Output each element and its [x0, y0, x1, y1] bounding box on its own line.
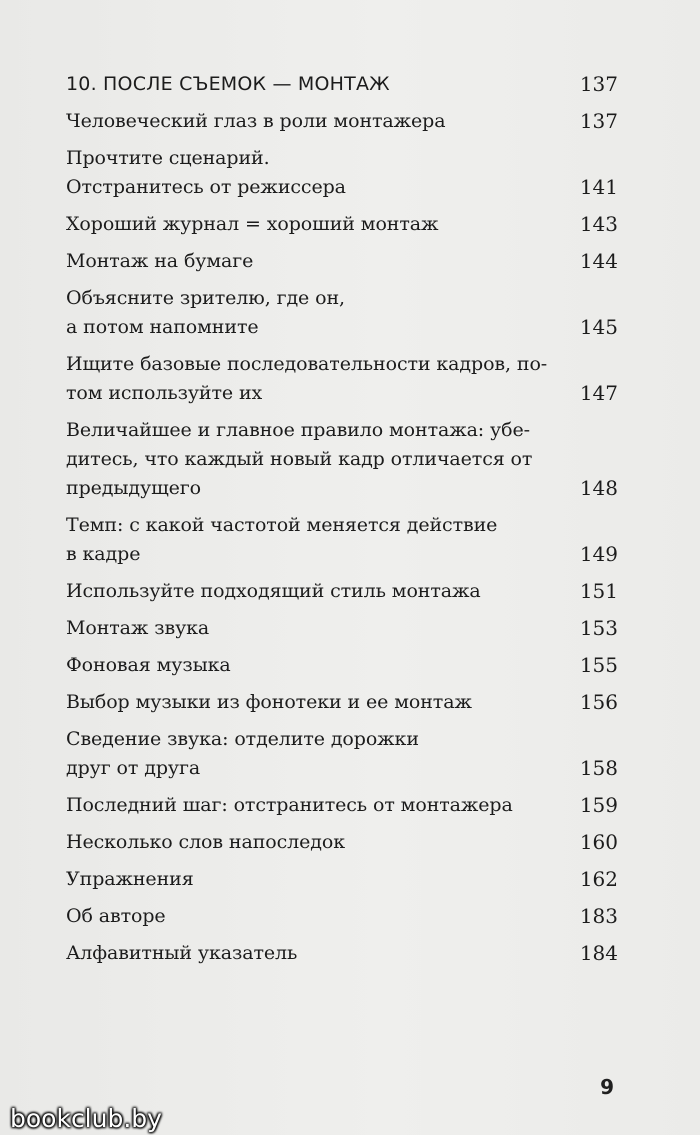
toc-entry-title: 10. ПОСЛЕ СЪЕМОК — МОНТАЖ [66, 73, 390, 95]
toc-entry-page: 144 [579, 249, 618, 273]
toc-entry [66, 416, 618, 503]
toc-entry-title: Темп: с какой частотой меняется действие в кадре [66, 514, 498, 565]
toc-entry-page: 183 [579, 904, 618, 928]
toc-entry-page: 156 [579, 690, 618, 714]
toc-entry [66, 614, 618, 643]
toc-entry [66, 688, 618, 717]
toc-entry-title: Монтаж звука [66, 617, 210, 639]
toc-entry-page: 155 [579, 653, 618, 677]
toc-entry-title: Последний шаг: отстранитесь от монтажера [66, 794, 513, 816]
toc-entry-page: 143 [579, 212, 618, 236]
toc-entry-title: Об авторе [66, 905, 166, 927]
toc-entry-page: 159 [579, 793, 618, 817]
toc-entry-title: Сведение звука: отделите дорожки друг от друга [66, 728, 419, 779]
toc-entry-page: 147 [579, 381, 618, 405]
toc-entry-title: Несколько слов напоследок [66, 831, 345, 853]
toc-entry [66, 939, 618, 968]
toc-entry [66, 144, 618, 202]
watermark: bookclub.by [10, 1104, 162, 1133]
toc-entry-title: Ищите базовые последовательности кадров, по- том используйте их [66, 353, 548, 404]
toc-entry-title: Объясните зрителю, где он, а потом напомните [66, 287, 345, 338]
toc-entry [66, 791, 618, 820]
toc-entry [66, 725, 618, 783]
toc-entry [66, 865, 618, 894]
toc-entry-title: Фоновая музыка [66, 654, 231, 676]
toc-entry-title: Упражнения [66, 868, 194, 890]
toc-entry-page: 145 [579, 315, 618, 339]
toc-entry-page: 137 [579, 109, 618, 133]
toc-entry-chapter [66, 70, 618, 99]
toc-entry-page: 158 [579, 756, 618, 780]
toc-entry-page: 153 [579, 616, 618, 640]
toc-entry-title: Хороший журнал = хороший монтаж [66, 213, 439, 235]
toc-entry-title: Выбор музыки из фонотеки и ее монтаж [66, 691, 472, 713]
toc-entry [66, 107, 618, 136]
toc-entry-page: 184 [579, 941, 618, 965]
toc-entry-title: Монтаж на бумаге [66, 250, 254, 272]
toc-entry-page: 137 [579, 72, 618, 96]
toc-entry [66, 577, 618, 606]
toc-entry-page: 162 [579, 867, 618, 891]
table-of-contents [66, 70, 618, 976]
toc-entry [66, 247, 618, 276]
toc-entry-page: 149 [579, 542, 618, 566]
toc-entry [66, 210, 618, 239]
toc-entry-page: 148 [579, 476, 618, 500]
toc-entry [66, 350, 618, 408]
toc-entry-title: Величайшее и главное правило монтажа: убе- дитесь, что каждый новый кадр отличается от предыдущего [66, 419, 533, 499]
toc-entry-page: 151 [579, 579, 618, 603]
toc-entry-page: 160 [579, 830, 618, 854]
page-number: 9 [600, 1075, 614, 1099]
toc-entry [66, 902, 618, 931]
toc-entry-title: Человеческий глаз в роли монтажера [66, 110, 446, 132]
toc-entry-title: Прочтите сценарий. Отстранитесь от режиссера [66, 147, 346, 198]
toc-entry-title: Алфавитный указатель [66, 942, 298, 964]
toc-entry [66, 511, 618, 569]
toc-entry-page: 141 [579, 175, 618, 199]
toc-entry [66, 651, 618, 680]
toc-entry-title: Используйте подходящий стиль монтажа [66, 580, 481, 602]
toc-entry [66, 284, 618, 342]
toc-entry [66, 828, 618, 857]
